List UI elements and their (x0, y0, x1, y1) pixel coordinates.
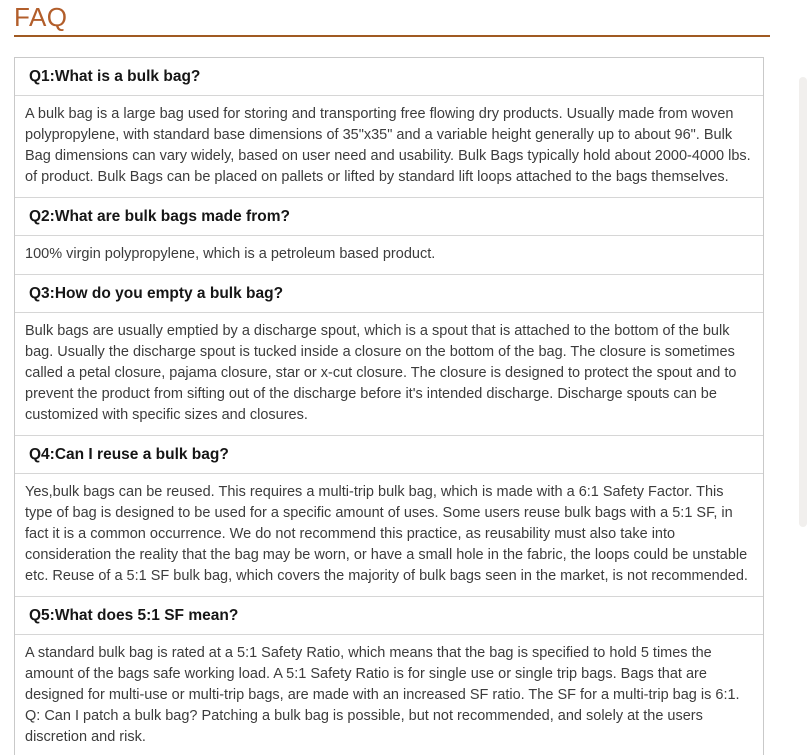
page-title: FAQ (14, 2, 68, 32)
title-underline (14, 35, 770, 37)
faq-item (15, 275, 763, 436)
faq-item (15, 58, 763, 198)
faq-question: Q1:What is a bulk bag? (15, 58, 763, 96)
faq-list (14, 57, 764, 755)
faq-item (15, 597, 763, 755)
faq-answer: Yes,bulk bags can be reused. This requires a multi-trip bulk bag, which is made with a 6:1 Safety Factor. This type of bag is designed to be used for a specific amount of uses. Some users reuse bulk bags with a 5:1 SF, in fact it is a common occurrence. We do not recommend this practice, as reusability must also take into consideration the reality that the bag may be worn, or have a small hole in the fabric, the loops could be unstable etc. Reuse of a 5:1 SF bulk bag, which covers the majority of bulk bags seen in the market, is not recommended. (15, 474, 763, 597)
scrollbar-thumb[interactable] (799, 77, 807, 527)
faq-item (15, 436, 763, 597)
scrollbar-track[interactable] (798, 0, 807, 755)
faq-question: Q3:How do you empty a bulk bag? (15, 275, 763, 313)
faq-item (15, 198, 763, 275)
faq-question: Q2:What are bulk bags made from? (15, 198, 763, 236)
faq-answer: 100% virgin polypropylene, which is a petroleum based product. (15, 236, 763, 275)
faq-question: Q5:What does 5:1 SF mean? (15, 597, 763, 635)
faq-answer: A bulk bag is a large bag used for storing and transporting free flowing dry products. Usually made from woven polypropylene, with standard base dimensions of 35"x35" and a variable height generally up to about 96". Bulk Bag dimensions can vary widely, based on user need and usability. Bulk Bags typically hold about 2000-4000 lbs. of product. Bulk Bags can be placed on pallets or lifted by standard lift loops attached to the bags themselves. (15, 96, 763, 198)
faq-answer: Bulk bags are usually emptied by a discharge spout, which is a spout that is attached to the bottom of the bulk bag. Usually the discharge spout is tucked inside a closure on the bottom of the bag. The closure is sometimes called a petal closure, pajama closure, star or x-cut closure. The closure is designed to protect the spout and to prevent the product from sifting out of the discharge before it's intended discharge. Discharge spouts can be customized with specific sizes and closures. (15, 313, 763, 436)
faq-answer: A standard bulk bag is rated at a 5:1 Safety Ratio, which means that the bag is specified to hold 5 times the amount of the bags safe working load. A 5:1 Safety Ratio is for single use or single trip bags. Bags that are designed for multi-use or multi-trip bags, are made with an increased SF ratio. The SF for a multi-trip bag is 6:1. Q: Can I patch a bulk bag? Patching a bulk bag is possible, but not recommended, and solely at the users discretion and risk. (25, 645, 740, 745)
content-area (14, 0, 764, 755)
faq-question: Q4:Can I reuse a bulk bag? (15, 436, 763, 474)
